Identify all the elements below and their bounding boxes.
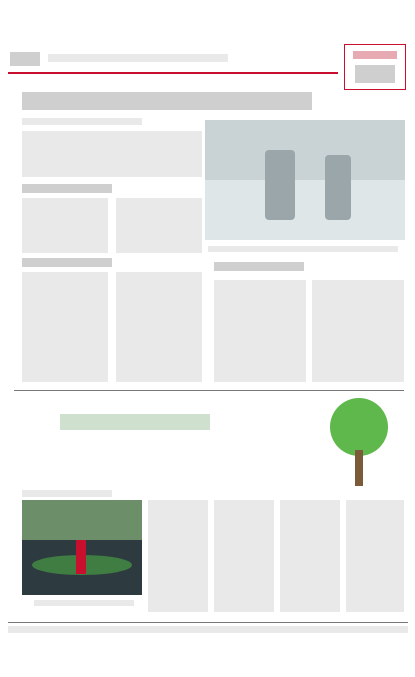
tree-illustration [316, 398, 402, 490]
lead-subhead [22, 258, 112, 267]
lead-column [312, 280, 404, 382]
footer-rule [8, 622, 408, 623]
column-name [355, 65, 395, 83]
second-photo-caption [34, 600, 134, 606]
second-column [214, 500, 274, 612]
lead-column [116, 198, 202, 253]
lead-subhead [22, 184, 112, 193]
lead-photo-caption [208, 246, 398, 252]
brand-logo [344, 44, 406, 90]
brand [353, 51, 397, 59]
issue-line [48, 54, 228, 62]
lead-column [214, 280, 306, 382]
lead-column [116, 272, 202, 382]
lead-photo [205, 120, 405, 240]
page-number [10, 52, 40, 66]
second-headline [60, 414, 210, 430]
second-column [346, 500, 404, 612]
second-column [148, 500, 208, 612]
second-column [280, 500, 340, 612]
second-photo [22, 500, 142, 595]
lead-column [22, 198, 108, 253]
second-byline [22, 490, 112, 497]
footer-line [8, 626, 408, 633]
masthead [8, 44, 408, 88]
lead-column [22, 272, 108, 382]
lead-headline [22, 92, 312, 110]
lead-subhead [214, 262, 304, 271]
masthead-rule [8, 72, 338, 74]
lead-intro [22, 131, 202, 177]
section-rule [14, 390, 404, 391]
lead-byline [22, 118, 142, 125]
